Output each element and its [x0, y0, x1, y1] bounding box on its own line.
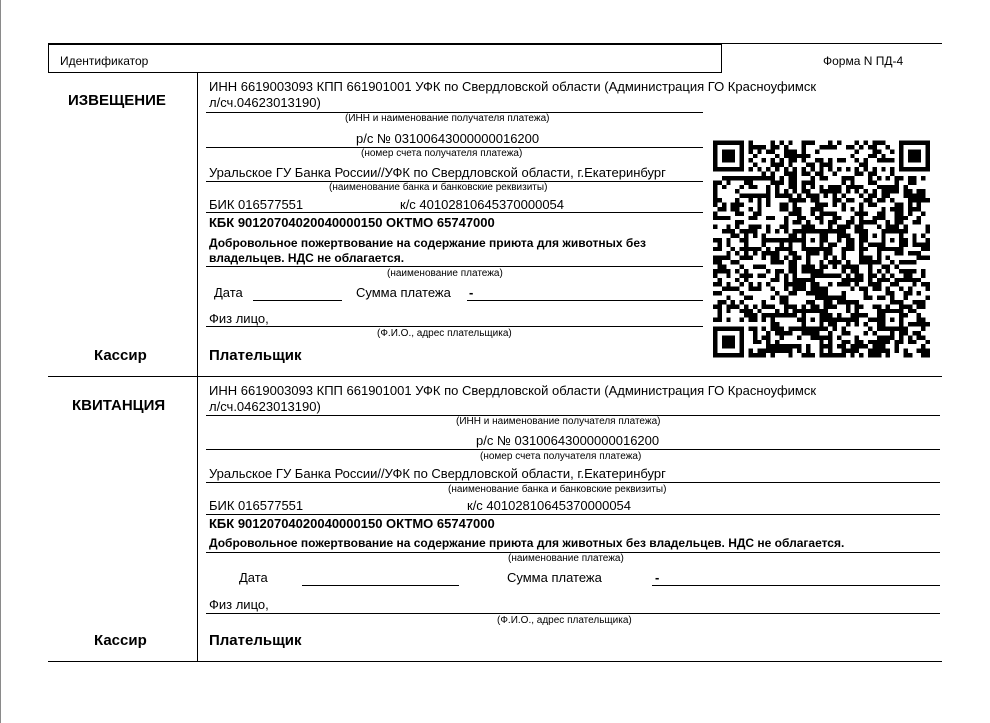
receipt-recipient-caption: (ИНН и наименование получателя платежа): [456, 416, 661, 427]
notice-recipient-line1: ИНН 6619003093 КПП 661901001 УФК по Свердловской области (Администрация ГО Красноуфимск: [209, 79, 817, 94]
receipt-recipient-line1: ИНН 6619003093 КПП 661901001 УФК по Свердловской области (Администрация ГО Красноуфимск: [209, 383, 817, 398]
receipt-bik: БИК 016577551: [209, 498, 304, 513]
receipt-kbk: КБК 90120704020040000150 ОКТМО 65747000: [209, 516, 495, 531]
notice-cashier: Кассир: [94, 347, 147, 364]
receipt-ks: к/с 40102810645370000054: [467, 498, 632, 513]
receipt-payer-value: Физ лицо,: [209, 597, 269, 612]
receipt-purpose-caption: (наименование платежа): [508, 553, 624, 564]
page-edge: [0, 0, 1, 723]
notice-recipient-line2: л/сч.04623013190): [209, 95, 321, 110]
section-separator: [48, 376, 942, 377]
notice-bank: Уральское ГУ Банка России//УФК по Свердловской области, г.Екатеринбург: [209, 165, 666, 180]
receipt-date-field[interactable]: [302, 585, 459, 586]
receipt-bank: Уральское ГУ Банка России//УФК по Свердловской области, г.Екатеринбург: [209, 466, 666, 481]
notice-date-label: Дата: [214, 285, 243, 300]
notice-sum-field[interactable]: [467, 300, 703, 301]
notice-payer-label: Плательщик: [209, 347, 302, 364]
form-label: Форма N ПД-4: [823, 54, 904, 68]
bottom-border: [48, 661, 942, 662]
notice-payer-caption: (Ф.И.О., адрес плательщика): [377, 328, 512, 339]
notice-account: р/с № 03100643000000016200: [356, 131, 540, 146]
notice-kbk: КБК 90120704020040000150 ОКТМО 65747000: [209, 215, 495, 230]
notice-purpose-line2: владельцев. НДС не облагается.: [209, 251, 405, 265]
notice-recipient-caption: (ИНН и наименование получателя платежа): [345, 113, 550, 124]
receipt-bank-underline: [206, 482, 940, 483]
notice-sum-label: Сумма платежа: [356, 285, 451, 300]
receipt-payer-underline: [206, 613, 940, 614]
notice-bik: БИК 016577551: [209, 197, 304, 212]
receipt-recipient-line2: л/сч.04623013190): [209, 399, 321, 414]
receipt-payer-caption: (Ф.И.О., адрес плательщика): [497, 615, 632, 626]
receipt-bank-caption: (наименование банка и банковские реквизиты): [448, 484, 667, 495]
notice-sum-value: -: [469, 285, 474, 300]
receipt-account: р/с № 03100643000000016200: [476, 433, 660, 448]
receipt-purpose: Добровольное пожертвование на содержание приюта для животных без владельцев. НДС не облагается.: [209, 536, 845, 550]
receipt-cashier: Кассир: [94, 632, 147, 649]
receipt-payer-label: Плательщик: [209, 632, 302, 649]
section-divider: [197, 73, 198, 662]
qr-modules: [713, 141, 930, 358]
receipt-account-caption: (номер счета получателя платежа): [480, 451, 642, 462]
notice-ks: к/с 40102810645370000054: [400, 197, 565, 212]
notice-bik-underline: [206, 212, 703, 213]
notice-payer-value: Физ лицо,: [209, 311, 269, 326]
qr-code: [713, 140, 930, 358]
notice-purpose-underline: [206, 266, 703, 267]
notice-title: ИЗВЕЩЕНИЕ: [68, 92, 166, 109]
identifier-label: Идентификатор: [60, 54, 149, 68]
notice-bank-caption: (наименование банка и банковские реквизиты): [329, 182, 548, 193]
receipt-sum-label: Сумма платежа: [507, 570, 602, 585]
notice-account-caption: (номер счета получателя платежа): [361, 148, 523, 159]
receipt-bik-underline: [206, 514, 940, 515]
notice-purpose-line1: Добровольное пожертвование на содержание приюта для животных без: [209, 236, 646, 250]
receipt-sum-field[interactable]: [652, 585, 940, 586]
receipt-sum-value: -: [655, 570, 660, 585]
notice-date-field[interactable]: [253, 300, 342, 301]
receipt-account-underline: [206, 449, 940, 450]
notice-payer-underline: [206, 326, 703, 327]
receipt-title: КВИТАНЦИЯ: [72, 397, 166, 414]
identifier-box: [48, 44, 722, 73]
notice-purpose-caption: (наименование платежа): [387, 268, 503, 279]
receipt-date-label: Дата: [239, 570, 268, 585]
